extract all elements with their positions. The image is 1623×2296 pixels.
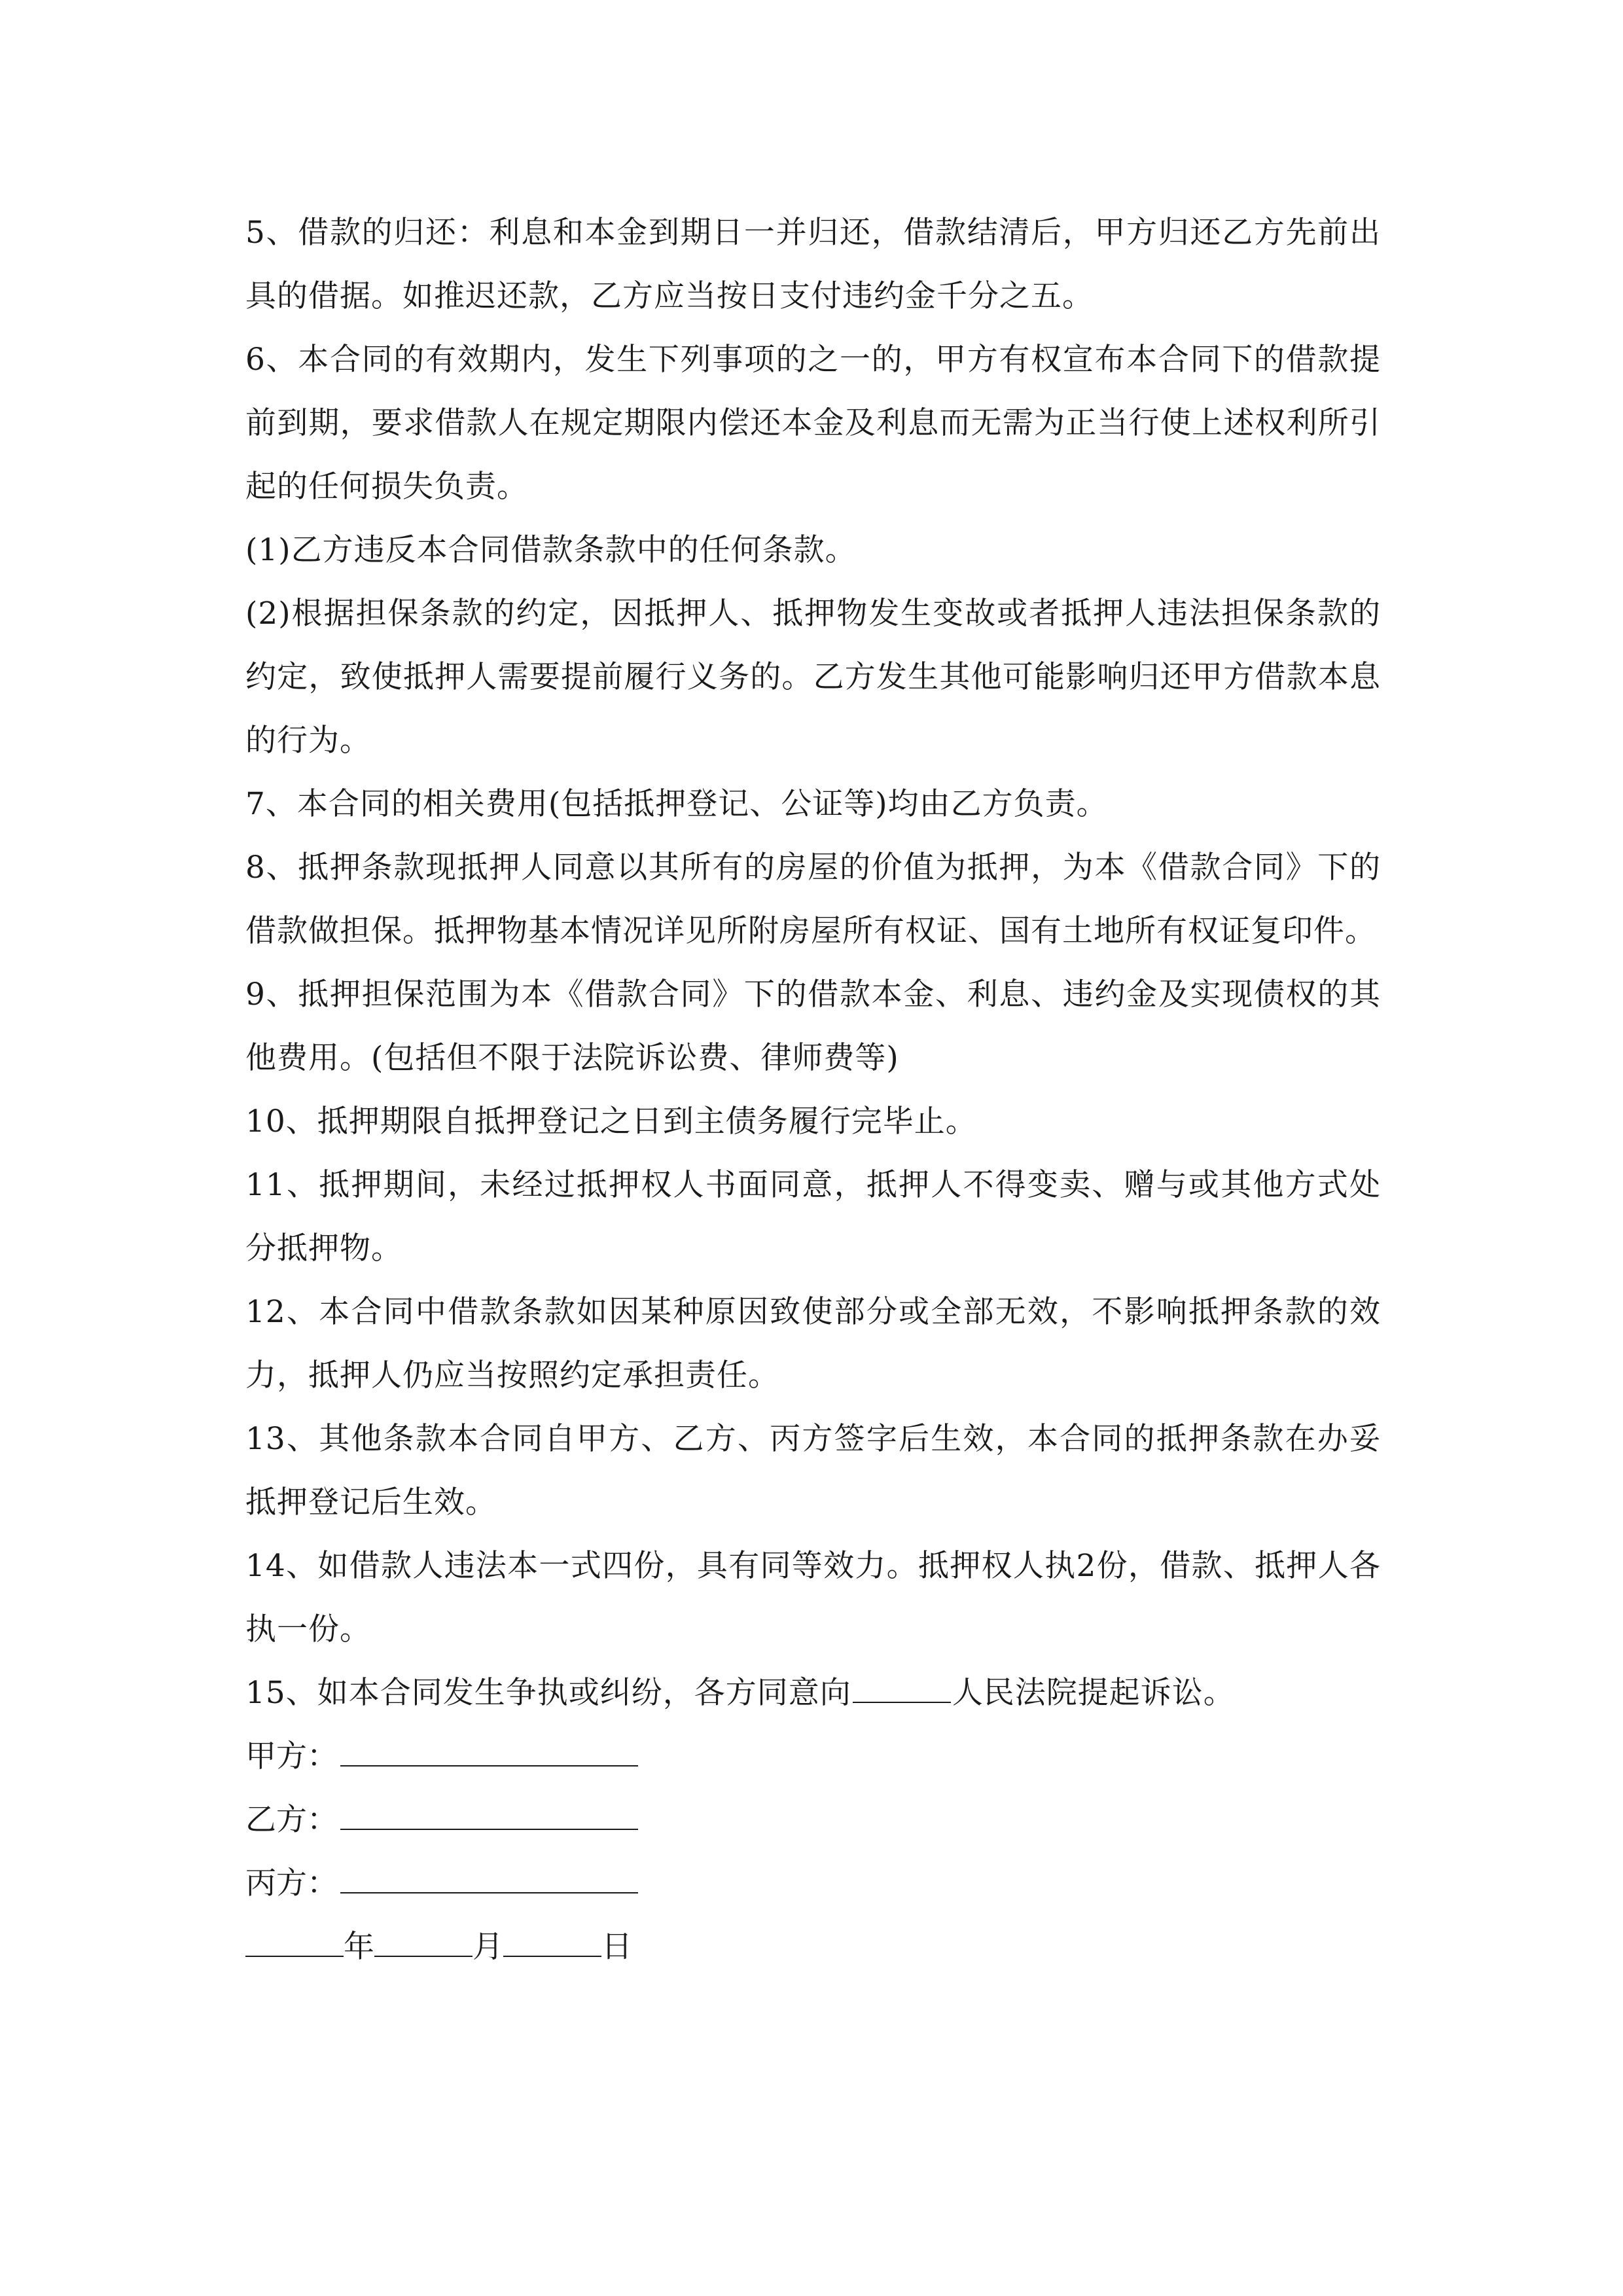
clause-15: [245, 1661, 1381, 1725]
clause-14: 14、如借款人违法本一式四份，具有同等效力。抵押权人执2份，借款、抵押人各执一份。: [245, 1548, 1381, 1647]
party-c-blank: [340, 1863, 638, 1893]
clause-10: 10、抵押期限自抵押登记之日到主债务履行完毕止。: [245, 1103, 977, 1139]
clause-15-text-after: 人民法院提起诉讼。: [952, 1675, 1235, 1711]
clause-6-item-1: (1)乙方违反本合同借款条款中的任何条款。: [245, 532, 857, 568]
court-name-blank: [853, 1673, 951, 1703]
party-a-label: 甲方：: [245, 1738, 338, 1774]
clause-6-item-2: (2)根据担保条款的约定，因抵押人、抵押物发生变故或者抵押人违法担保条款的约定，致使抵押人需要提前履行义务的。乙方发生其他可能影响归还甲方借款本息的行为。: [245, 596, 1381, 759]
month-label: 月: [473, 1929, 503, 1965]
clause-15-text-before: 15、如本合同发生争执或纠纷，各方同意向: [245, 1675, 851, 1711]
party-b-signature-line: [245, 1788, 1381, 1852]
clause-13: 13、其他条款本合同自甲方、乙方、丙方签字后生效，本合同的抵押条款在办妥抵押登记后生效。: [245, 1421, 1381, 1520]
clause-8: 8、抵押条款现抵押人同意以其所有的房屋的价值为抵押，为本《借款合同》下的借款做担保。抵押物基本情况详见所附房屋所有权证、国有土地所有权证复印件。: [245, 850, 1381, 949]
party-a-signature-line: [245, 1725, 1381, 1788]
clause-7: 7、本合同的相关费用(包括抵押登记、公证等)均由乙方负责。: [245, 786, 1108, 822]
party-c-label: 丙方：: [245, 1865, 338, 1901]
party-a-blank: [340, 1736, 638, 1767]
clause-5: 5、借款的归还：利息和本金到期日一并归还，借款结清后，甲方归还乙方先前出具的借据。如推迟还款，乙方应当按日支付违约金千分之五。: [245, 215, 1381, 314]
clause-6: 6、本合同的有效期内，发生下列事项的之一的，甲方有权宣布本合同下的借款提前到期，要求借款人在规定期限内偿还本金及利息而无需为正当行使上述权利所引起的任何损失负责。: [245, 342, 1381, 505]
month-blank: [374, 1927, 473, 1957]
clause-11: 11、抵押期间，未经过抵押权人书面同意，抵押人不得变卖、赠与或其他方式处分抵押物。: [245, 1167, 1381, 1266]
year-label: 年: [344, 1929, 374, 1965]
contract-body: [245, 201, 1381, 1979]
day-label: 日: [601, 1929, 632, 1965]
clause-9: 9、抵押担保范围为本《借款合同》下的借款本金、利息、违约金及实现债权的其他费用。(包括但不限于法院诉讼费、律师费等): [245, 977, 1381, 1076]
party-b-blank: [340, 1800, 638, 1830]
party-c-signature-line: [245, 1852, 1381, 1915]
day-blank: [503, 1927, 601, 1957]
party-b-label: 乙方：: [245, 1802, 338, 1838]
year-blank: [245, 1927, 344, 1957]
clause-12: 12、本合同中借款条款如因某种原因致使部分或全部无效，不影响抵押条款的效力，抵押人仍应当按照约定承担责任。: [245, 1294, 1381, 1393]
date-line: [245, 1915, 1381, 1979]
